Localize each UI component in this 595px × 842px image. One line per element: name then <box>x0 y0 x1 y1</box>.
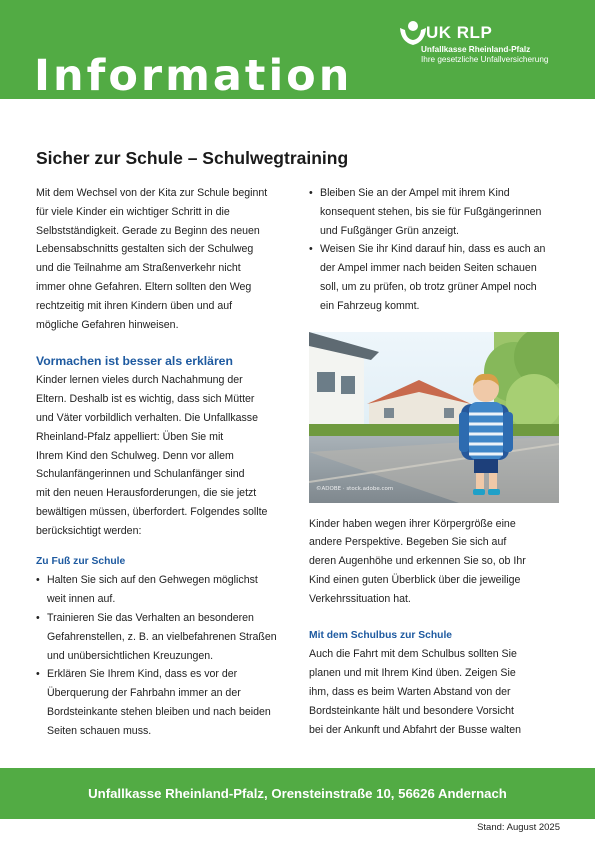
stand-date: Stand: August 2025 <box>477 822 560 833</box>
logo-subtitle-line2: Ihre gesetzliche Unfallversicherung <box>421 55 549 64</box>
text-line: Schulanfängerinnen und Schulanfänger sind <box>36 468 245 481</box>
document-title: Sicher zur Schule – Schulwegtraining <box>36 148 349 168</box>
text-line: immer ohne Gefahren. Eltern sollten den Weg <box>36 280 252 293</box>
text-line: bei der Ankunft und Abfahrt der Busse walten <box>309 723 522 736</box>
text-line: und Väter vorbildlich verhalten. Die Unfallkasse <box>36 411 258 424</box>
left-column <box>36 184 294 741</box>
logo-subtitle-line1: Unfallkasse Rheinland-Pfalz <box>421 45 531 54</box>
text-line: der Ampel immer nach beiden Seiten schauen <box>320 262 537 275</box>
text-line: berücksichtigt werden: <box>36 524 142 537</box>
list-item <box>309 184 559 240</box>
text-line: Weisen Sie ihr Kind darauf hin, dass es auch an <box>320 243 546 256</box>
text-line: Ihrem Kind den Schulweg. Denn vor allem <box>36 449 234 462</box>
header-title: Information <box>34 51 353 101</box>
logo-name: UK RLP <box>426 23 493 42</box>
text-line: bewältigen müssen, überfordert. Folgendes sollte <box>36 505 268 518</box>
schoolchild-illustration <box>309 332 559 503</box>
intro-paragraph <box>36 184 294 334</box>
text-line: Bleiben Sie an der Ampel mit ihrem Kind <box>320 187 510 199</box>
text-line: Auch die Fahrt mit dem Schulbus sollten Sie <box>309 648 517 661</box>
bullet-list-ampel <box>309 184 559 316</box>
text-line: und die Teilnahme am Straßenverkehr nicht <box>36 262 241 275</box>
text-line: rechtzeitig mit ihren Kindern üben und auf <box>36 299 233 312</box>
uk-rlp-logo <box>398 20 578 70</box>
text-line: Kinder haben wegen ihrer Körpergröße eine <box>309 517 516 530</box>
text-line: Lebensabschnitts gestalten sich der Schulweg <box>36 243 254 256</box>
text-line: mit den neuen Herausforderungen, die sie jetzt <box>36 487 257 500</box>
perspective-paragraph <box>309 515 559 609</box>
text-line: Überquerung der Fahrbahn immer an der <box>47 687 241 700</box>
list-item <box>36 609 294 665</box>
text-line: andere Perspektive. Begeben Sie sich auf <box>309 536 507 549</box>
text-line: Gefahrenstellen, z. B. an vielbefahrenen Straßen <box>47 630 277 643</box>
text-line: deren Augenhöhe und erkennen Sie so, ob Ihr <box>309 555 526 568</box>
text-line: planen und mit Ihrem Kind üben. Zeigen Sie <box>309 667 516 680</box>
text-line: weit innen auf. <box>47 593 116 606</box>
text-line: Selbstständigkeit. Gerade zu Beginn des neuen <box>36 224 260 237</box>
section-heading-zu-fuss: Zu Fuß zur Schule <box>36 555 126 567</box>
text-line: Bordsteinkante stehen bleiben und nach beiden <box>47 705 271 718</box>
list-item <box>36 665 294 740</box>
section-heading-vormachen: Vormachen ist besser als erklären <box>36 354 233 369</box>
text-line: für viele Kinder ein wichtiger Schritt in die <box>36 205 230 218</box>
bullet-list-zu-fuss <box>36 571 294 740</box>
footer-address: Unfallkasse Rheinland-Pfalz, Orensteinstraße 10, 56626 Andernach <box>88 786 507 801</box>
text-line: Verkehrssituation hat. <box>309 592 411 605</box>
photo-credit: ©ADOBE · stock.adobe.com <box>316 485 394 492</box>
text-line: Mit dem Wechsel von der Kita zur Schule beginnt <box>36 187 268 199</box>
text-line: soll, um zu prüfen, ob trotz grüner Ampel noch <box>320 280 537 293</box>
text-line: Seiten schauen muss. <box>47 724 152 737</box>
section-paragraph-schulbus <box>309 645 559 739</box>
list-item <box>309 240 559 315</box>
schoolchild-photo <box>309 332 559 503</box>
text-line: Kinder lernen vieles durch Nachahmung der <box>36 374 243 387</box>
text-line: und unübersichtlichen Kreuzungen. <box>47 649 214 662</box>
text-line: Kind einen guten Überblick über die jeweilige <box>309 573 521 586</box>
text-line: Bordsteinkante hält und besondere Vorsicht <box>309 704 514 717</box>
text-line: ihm, dass es beim Warten Abstand von der <box>309 685 511 698</box>
text-line: Halten Sie sich auf den Gehwegen möglichst <box>47 574 258 587</box>
section-heading-schulbus: Mit dem Schulbus zur Schule <box>309 629 453 641</box>
footer-band <box>0 768 595 819</box>
header-band <box>0 0 595 99</box>
text-line: Trainieren Sie das Verhalten an besonderen <box>47 611 254 624</box>
text-line: konsequent stehen, bis sie für Fußgängerinnen <box>320 205 542 218</box>
text-line: Rheinland-Pfalz appelliert: Üben Sie mit <box>36 430 224 443</box>
list-item <box>36 571 294 609</box>
text-line: ein Fahrzeug kommt. <box>320 299 420 312</box>
text-line: Eltern. Deshalb ist es wichtig, dass sich Mütter <box>36 393 255 406</box>
text-line: und Fußgänger Grün anzeigt. <box>320 224 459 237</box>
right-column <box>309 184 559 739</box>
text-line: mögliche Gefahren hinweisen. <box>36 318 179 331</box>
text-line: Erklären Sie Ihrem Kind, dass es vor der <box>47 668 238 681</box>
section-paragraph-vormachen <box>36 371 294 540</box>
